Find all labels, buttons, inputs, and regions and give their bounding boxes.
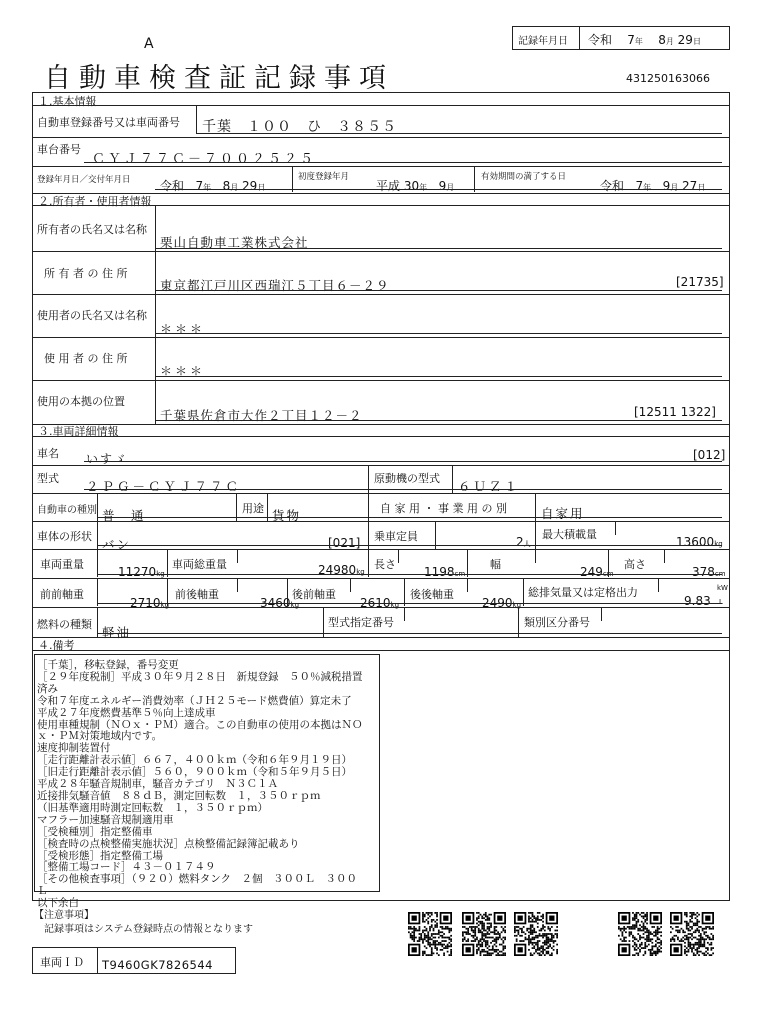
expiry-value: 令和 7年 9月 27日	[600, 179, 706, 193]
length-value: 1198cm	[424, 565, 466, 579]
owner-addr-value: 東京都江戸川区西瑞江５丁目６－２９	[160, 278, 390, 293]
form-mark: A	[144, 36, 154, 52]
first-reg-value: 平成 30年 9月	[376, 179, 455, 193]
note-line: 近接排気騒音値 ８８ｄＢ，測定回転数 １，３５０ｒｐｍ	[37, 789, 321, 802]
document-title: 自動車検査証記録事項	[44, 63, 394, 94]
notes-text	[37, 660, 363, 910]
width-label: 幅	[490, 558, 501, 571]
note-line: ［受検形態］指定整備工場	[37, 849, 163, 862]
owner-addr-label: 所 有 者 の 住 所	[44, 267, 128, 280]
note-line: Ｌ	[37, 885, 48, 898]
capacity-value: 2人	[516, 535, 531, 549]
type-cert-label: 型式指定番号	[328, 616, 394, 629]
weight-label: 車両重量	[40, 558, 84, 571]
document-number: 431250163066	[626, 72, 710, 85]
fr-value: 3460kg	[260, 596, 300, 610]
note-line: （旧基準適用時測定回転数 １，３５０ｒｐｍ）	[37, 801, 268, 814]
note-line: 以下余白	[37, 897, 79, 910]
maker-value: いすゞ	[86, 452, 129, 466]
maker-label: 車名	[37, 447, 59, 460]
note-line: 平成２７年度燃費基準５％向上達成車	[37, 706, 216, 719]
note-line: ［受検種別］指定整備車	[37, 825, 153, 838]
note-line: 使用車種規制（ＮＯｘ・ＰＭ）適合。この自動車の使用の本拠はＮＯ	[37, 718, 363, 731]
length-label: 長さ	[374, 558, 396, 571]
disp-unit-kw: kW	[717, 584, 728, 592]
height-label: 高さ	[624, 558, 646, 571]
caution-heading: 【注意事項】	[34, 910, 94, 921]
fr-label: 前後軸重	[175, 588, 219, 601]
section4-heading: ４.備考	[38, 639, 75, 652]
user-name-label: 使用者の氏名又は名称	[37, 309, 147, 322]
model-label: 型式	[37, 472, 59, 485]
use-label: 用途	[242, 502, 264, 515]
gross-label: 車両総重量	[172, 558, 227, 571]
shape-label: 車体の形状	[37, 530, 92, 543]
shape-code: [021]	[328, 536, 361, 550]
owner-name-label: 所有者の氏名又は名称	[37, 223, 147, 236]
capacity-label: 乗車定員	[374, 530, 418, 543]
user-name-value: ＊＊＊	[160, 322, 206, 336]
model-value: ２ＰＧ－ＣＹＪ７７Ｃ	[86, 479, 242, 494]
vehicle-id-label: 車両ＩＤ	[40, 956, 84, 969]
biz-label: 自 家 用 ・ 事 業 用 の 別	[380, 502, 507, 515]
disp-value: 9.83	[684, 594, 711, 608]
note-line: ［旧走行距離計表示値］５６０，９００ｋｍ（令和５年９月５日）	[37, 766, 352, 779]
note-line: ［千葉］，移転登録，番号変更	[37, 659, 179, 671]
note-line: マフラー加速騒音規制適用車	[37, 813, 174, 826]
rr-value: 2490kg	[482, 596, 522, 610]
reg-date-value: 令和 7年 8月 29日	[160, 179, 266, 193]
ff-value: 2710kg	[130, 596, 170, 610]
chassis-label: 車台番号	[37, 143, 81, 156]
qr-code-1	[408, 912, 452, 956]
note-line: ［２９年度税制］平成３０年９月２８日 新規登録 ５０％減税措置	[37, 670, 363, 683]
section2-heading: ２.所有者・使用者情報	[38, 195, 152, 208]
qr-code-3	[514, 912, 558, 956]
note-line: ［整備工場コード］４３－０１７４９	[37, 861, 216, 874]
user-addr-label: 使 用 者 の 住 所	[44, 352, 128, 365]
maxload-value: 13600kg	[676, 535, 723, 549]
gross-value: 24980kg	[318, 563, 365, 577]
engine-label: 原動機の型式	[374, 472, 440, 485]
base-value: 千葉県佐倉市大作２丁目１２－２	[160, 408, 363, 423]
note-line: ［走行距離計表示値］６６７，４００ｋｍ（令和６年９月１９日）	[37, 754, 352, 767]
rr-label: 後後軸重	[410, 588, 454, 601]
reg-no-label: 自動車登録番号又は車両番号	[37, 116, 180, 129]
reg-date-label: 登録年月日／交付年月日	[37, 175, 131, 185]
base-code: [12511 1322]	[634, 405, 716, 419]
first-reg-label: 初度登録年月	[298, 172, 350, 182]
qr-code-2	[462, 912, 506, 956]
section1-heading: １.基本情報	[38, 95, 97, 108]
record-date-label: 記録年月日	[518, 36, 568, 47]
record-date-value: 令和 7年 8月 29日	[588, 33, 701, 47]
note-line: ［検査時の点検整備実施状況］点検整備記録簿記載あり	[37, 837, 300, 850]
maxload-label: 最大積載量	[542, 528, 597, 541]
biz-value: 自家用	[541, 506, 585, 521]
note-line: ［その他検査事項］（９２０）燃料タンク ２個 ３００Ｌ ３００	[37, 873, 358, 886]
chassis-value: ＣＹＪ７７Ｃ－７００２５２５	[92, 152, 317, 167]
rf-label: 後前軸重	[292, 588, 336, 601]
vehicle-id-value: T9460GK7826544	[102, 958, 213, 972]
kind-value: 普 通	[102, 508, 146, 523]
qr-code-4	[618, 912, 662, 956]
disp-unit-l: L	[719, 598, 723, 606]
note-line: 済み	[37, 682, 58, 695]
base-label: 使用の本拠の位置	[37, 395, 125, 408]
note-line: 速度抑制装置付	[37, 742, 111, 755]
class-label: 類別区分番号	[524, 616, 590, 629]
weight-value: 11270kg	[118, 565, 165, 579]
section3-heading: ３.車両詳細情報	[38, 425, 119, 438]
kind-label: 自動車の種別	[37, 505, 97, 516]
maker-code: [012]	[693, 448, 726, 462]
note-line: ｘ・ＰＭ対策地域内です。	[37, 730, 163, 743]
qr-code-5	[670, 912, 714, 956]
note-line: 平成２８年騒音規制車，騒音カテゴリ Ｎ３Ｃ１Ａ	[37, 778, 279, 791]
height-value: 378cm	[692, 565, 726, 579]
ff-label: 前前軸重	[40, 588, 84, 601]
width-value: 249cm	[580, 565, 614, 579]
engine-value: ６ＵＺ１	[458, 479, 521, 494]
reg-no-value: 千葉 １００ ひ ３８５５	[202, 119, 397, 135]
use-value: 貨物	[272, 508, 302, 523]
expiry-label: 有効期間の満了する日	[481, 172, 567, 182]
user-addr-value: ＊＊＊	[160, 364, 206, 378]
shape-value: バン	[102, 537, 132, 552]
owner-addr-code: [21735]	[676, 275, 724, 289]
fuel-label: 燃料の種類	[37, 618, 92, 631]
rf-value: 2610kg	[360, 596, 400, 610]
fuel-value: 軽油	[102, 625, 132, 640]
disp-label: 総排気量又は定格出力	[528, 586, 638, 599]
note-line: 令和７年度エネルギー消費効率（ＪＨ２５モード燃費値）算定未了	[37, 694, 352, 707]
owner-name-value: 栗山自動車工業株式会社	[160, 235, 309, 250]
caution-text: 記録事項はシステム登録時点の情報となります	[44, 924, 253, 935]
